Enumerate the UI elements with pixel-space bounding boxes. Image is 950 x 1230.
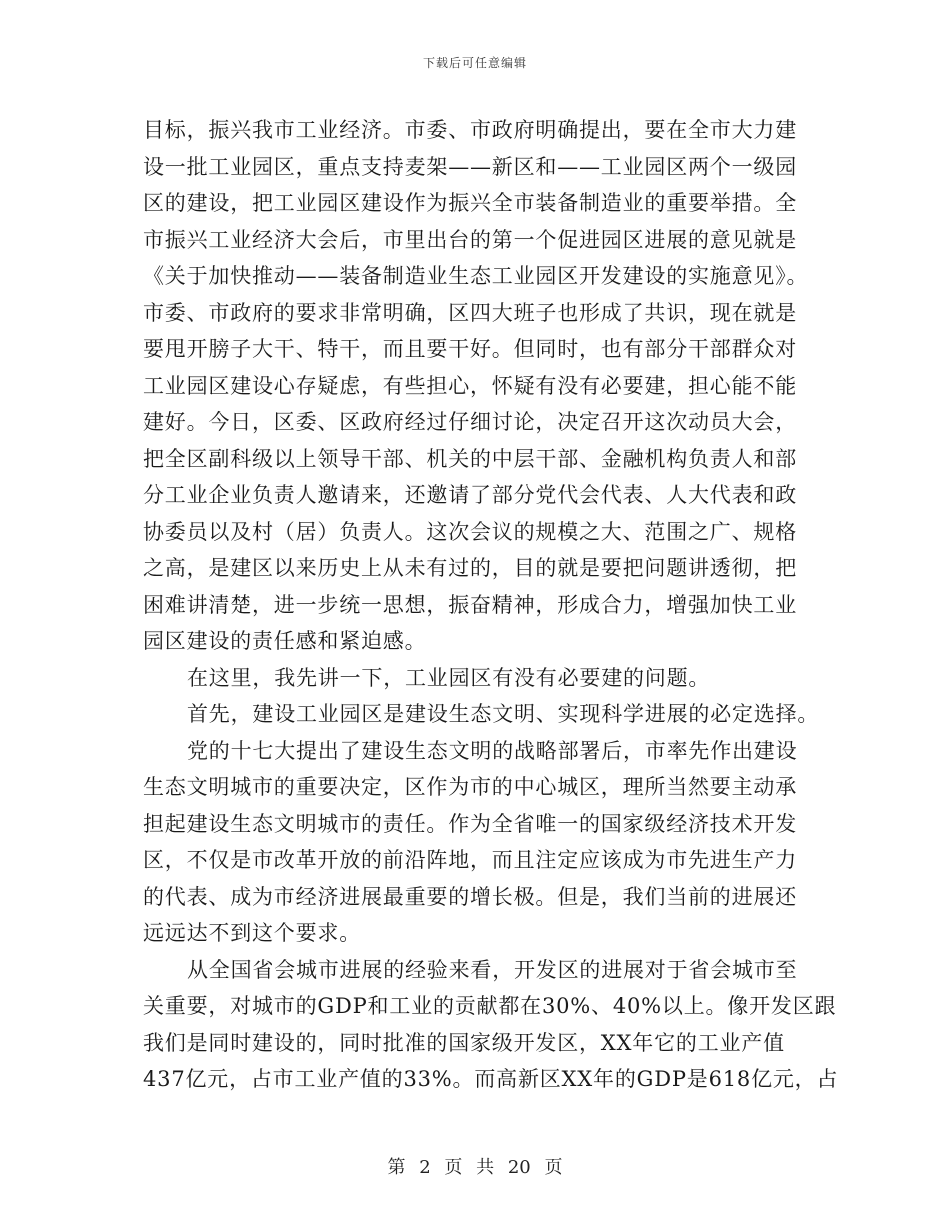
text-line: 园区建设的责任感和紧迫感。 [143, 629, 427, 653]
text-line: 设一批工业园区，重点支持麦架——新区和——工业园区两个一级园 [143, 154, 797, 179]
text-line: 《关于加快推动——装备制造业生态工业园区开发建设的实施意见》。 [143, 264, 809, 288]
page-header: 下载后可任意编辑 [422, 56, 527, 70]
text-line: 要甩开膀子大干、特干，而且要干好。但同时，也有部分干部群众对 [143, 337, 797, 361]
text-line: 远远达不到这个要求。 [143, 921, 361, 945]
paragraph-start-line: 从全国省会城市进展的经验来看，开发区的进展对于省会城市至 [187, 957, 798, 982]
text-line: 困难讲清楚，进一步统一思想，振奋精神，形成合力，增强加快工业 [143, 592, 797, 617]
paragraph-start-line: 首先，建设工业园区是建设生态文明、实现科学进展的必定选择。 [187, 702, 820, 726]
text-line: 生态文明城市的重要决定，区作为市的中心城区，理所当然要主动承 [143, 775, 797, 799]
text-line: 437亿元，占市工业产值的33%。而高新区XX年的GDP是618亿元，占 [143, 1067, 839, 1091]
text-line: 分工业企业负责人邀请来，还邀请了部分党代会代表、人大代表和政 [143, 483, 797, 507]
text-line: 协委员以及村（居）负责人。这次会议的规模之大、范围之广、规格 [143, 519, 797, 544]
text-line: 关重要，对城市的GDP和工业的贡献都在30%、40%以上。像开发区跟 [143, 994, 837, 1018]
text-line: 建好。今日，区委、区政府经过仔细讨论，决定召开这次动员大会， [143, 410, 797, 434]
paragraph-start-line: 在这里，我先讲一下，工业园区有没有必要建的问题。 [187, 665, 711, 690]
text-line: 工业园区建设心存疑虑，有些担心，怀疑有没有必要建，担心能不能 [143, 373, 797, 398]
page-number-footer: 第 2 页 共 20 页 [387, 1157, 563, 1178]
text-line: 把全区副科级以上领导干部、机关的中层干部、金融机构负责人和部 [143, 446, 797, 471]
text-line: 我们是同时建设的，同时批准的国家级开发区，XX年它的工业产值 [143, 1030, 785, 1055]
text-line: 的代表、成为市经济进展最重要的增长极。但是，我们当前的进展还 [143, 884, 797, 909]
paragraph-start-line: 党的十七大提出了建设生态文明的战略部署后，市率先作出建设 [187, 738, 798, 763]
text-line: 目标，振兴我市工业经济。市委、市政府明确提出，要在全市大力建 [143, 118, 797, 142]
text-line: 区的建设，把工业园区建设作为振兴全市装备制造业的重要举措。全 [143, 191, 797, 215]
text-line: 市委、市政府的要求非常明确，区四大班子也形成了共识，现在就是 [143, 300, 797, 325]
document-body [143, 112, 839, 1098]
text-line: 市振兴工业经济大会后，市里出台的第一个促进园区进展的意见就是 [143, 227, 797, 252]
text-line: 区，不仅是市改革开放的前沿阵地，而且注定应该成为市先进生产力 [143, 848, 797, 872]
text-line: 之高，是建区以来历史上从未有过的，目的就是要把问题讲透彻，把 [143, 556, 797, 580]
text-line: 担起建设生态文明城市的责任。作为全省唯一的国家级经济技术开发 [143, 811, 797, 836]
